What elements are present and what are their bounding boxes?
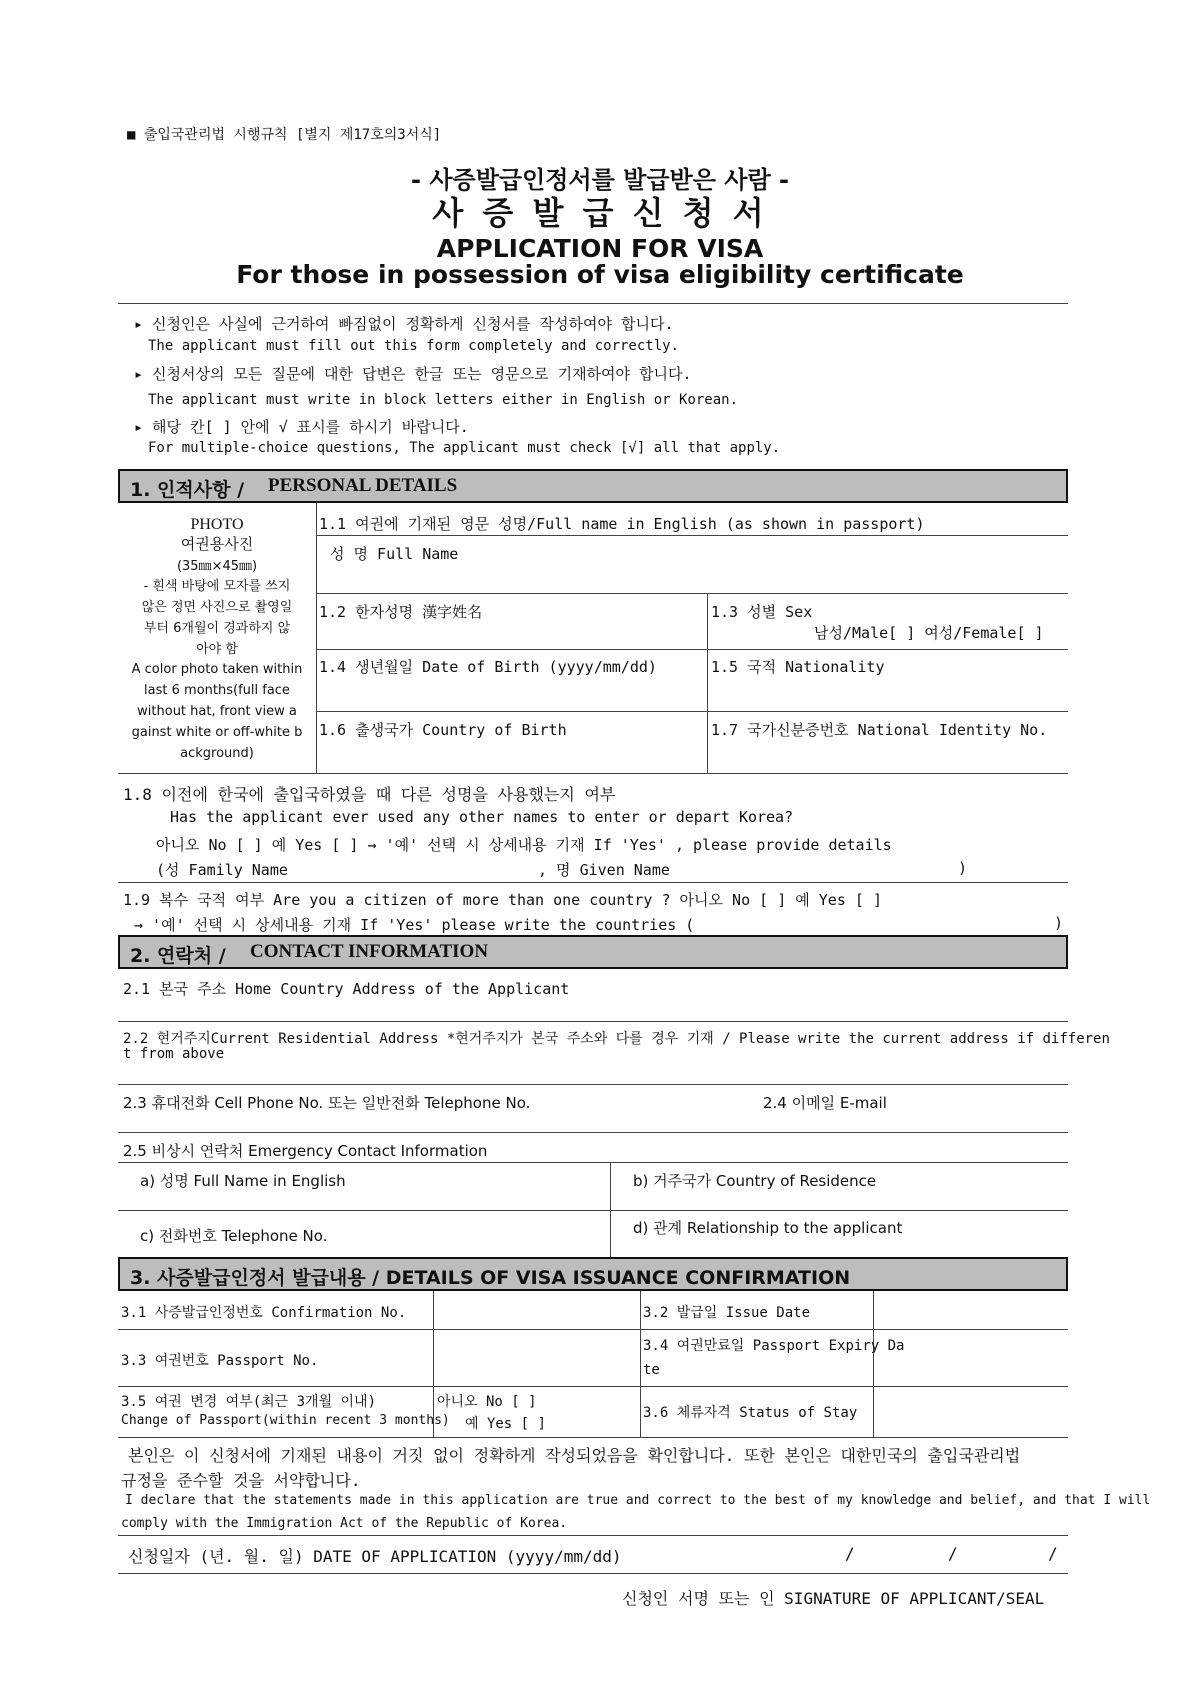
declaration-en-1: I declare that the statements made in this application are true and correct to the best of my knowledge and belief, and that I will xyxy=(125,1493,1151,1508)
photo-label: PHOTO xyxy=(190,516,244,533)
field-1-1-label: 1.1 여권에 기재된 영문 성명/Full name in English (as shown in passport) xyxy=(319,515,925,533)
field-1-4-label: 1.4 생년월일 Date of Birth (yyyy/mm/dd) xyxy=(319,658,657,676)
field-3-3-label: 3.3 여권번호 Passport No. xyxy=(121,1353,319,1369)
field-1-9-label[interactable]: 1.9 복수 국적 여부 Are you a citizen of more than one country ? 아니오 No [ ] 예 Yes [ ] xyxy=(123,891,882,909)
grid-line xyxy=(118,1437,1068,1438)
grid-line xyxy=(118,1535,1068,1536)
photo-note-5: A color photo taken within xyxy=(131,662,303,677)
grid-line xyxy=(316,649,1068,650)
grid-line xyxy=(118,1573,1068,1574)
field-2-5b-label: b) 거주국가 Country of Residence xyxy=(633,1172,877,1190)
other-family-name-label: (성 Family Name xyxy=(156,861,288,879)
grid-line xyxy=(118,1329,1068,1330)
instruction-1-en: The applicant must fill out this form completely and correctly. xyxy=(148,338,680,354)
field-2-2-label-cont: t from above xyxy=(123,1046,225,1062)
grid-line xyxy=(118,1084,1068,1085)
field-3-2-label: 3.2 발급일 Issue Date xyxy=(643,1305,811,1321)
sex-options[interactable]: 남성/Male[ ] 여성/Female[ ] xyxy=(814,624,1044,642)
instruction-3-en: For multiple-choice questions, The applicant must check [√] all that apply. xyxy=(148,440,781,456)
field-3-5-label: 3.5 여권 변경 여부(최근 3개월 이내) xyxy=(121,1394,377,1410)
date-slash-1: / xyxy=(845,1544,855,1563)
declaration-ko-2: 규정을 준수할 것을 서약합니다. xyxy=(121,1471,361,1490)
field-2-5d-label: d) 관계 Relationship to the applicant xyxy=(633,1219,903,1237)
section-2-title-ko: 2. 연락처 / xyxy=(130,945,226,967)
grid-line xyxy=(316,535,1068,536)
field-1-2-label: 1.2 한자성명 漢字姓名 xyxy=(319,603,483,621)
instruction-3-ko: ▸ 해당 칸[ ] 안에 √ 표시를 하시기 바랍니다. xyxy=(134,418,469,436)
other-names-close: ) xyxy=(958,859,968,877)
field-1-9-countries: → '예' 선택 시 상세내용 기재 If 'Yes' please write the countries ( xyxy=(134,916,695,934)
grid-line xyxy=(118,1386,1068,1387)
photo-label-ko: 여권용사진 xyxy=(180,535,254,553)
application-date-label: 신청일자 (년. 월. 일) DATE OF APPLICATION (yyyy/mm/dd) xyxy=(128,1547,622,1566)
date-slash-3: / xyxy=(1048,1544,1058,1563)
full-name-input[interactable] xyxy=(318,566,1066,591)
grid-line xyxy=(118,773,1068,774)
field-2-5a-label: a) 성명 Full Name in English xyxy=(140,1172,346,1190)
grid-line xyxy=(118,1210,1068,1211)
grid-line xyxy=(707,593,708,773)
section-2-title-en: CONTACT INFORMATION xyxy=(250,941,489,962)
section-1-title-ko: 1. 인적사항 / xyxy=(130,479,245,501)
section-3-header xyxy=(118,1257,1068,1291)
field-2-2-label: 2.2 현거주지Current Residential Address *현거주지가 본국 주소와 다를 경우 기재 / Please write the current address if differen xyxy=(123,1031,1110,1047)
grid-line xyxy=(118,882,1068,883)
header-divider xyxy=(118,303,1068,304)
grid-line xyxy=(316,711,1068,712)
title-korean: 사 증 발 급 신 청 서 xyxy=(432,194,768,232)
subtitle-korean: - 사증발급인정서를 발급받은 사람 - xyxy=(411,166,789,194)
section-2-header xyxy=(118,935,1068,969)
subtitle-english: For those in possession of visa eligibility certificate xyxy=(236,260,964,289)
photo-size: (35㎜×45㎜) xyxy=(176,559,258,574)
declaration-en-2: comply with the Immigration Act of the Republic of Korea. xyxy=(121,1516,568,1531)
date-slash-2: / xyxy=(948,1544,958,1563)
photo-note-2: 않은 정면 사진으로 촬영일 xyxy=(141,600,293,615)
field-1-8-label: 1.8 이전에 한국에 출입국하였을 때 다른 성명을 사용했는지 여부 xyxy=(123,785,616,804)
grid-line xyxy=(118,1162,1068,1163)
other-given-name-label: , 명 Given Name xyxy=(538,861,670,879)
declaration-ko-1: 본인은 이 신청서에 기재된 내용이 거짓 없이 정확하게 작성되었음을 확인합니다. 또한 본인은 대한민국의 출입국관리법 xyxy=(128,1446,1021,1465)
field-1-6-label: 1.6 출생국가 Country of Birth xyxy=(319,721,567,739)
regulation-reference: ■ 출입국관리법 시행규칙 [별지 제17호의3서식] xyxy=(127,127,442,143)
photo-note-3: 부터 6개월이 경과하지 않 xyxy=(143,621,291,636)
field-2-3-label: 2.3 휴대전화 Cell Phone No. 또는 일반전화 Telephone No. xyxy=(123,1094,531,1112)
grid-line xyxy=(873,1291,874,1437)
grid-line xyxy=(118,1021,1068,1022)
grid-line xyxy=(316,503,317,773)
section-1-header xyxy=(118,469,1068,503)
section-1-title-en: PERSONAL DETAILS xyxy=(268,475,458,496)
field-2-4-label: 2.4 이메일 E-mail xyxy=(763,1094,887,1112)
field-full-name-label: 성 명 Full Name xyxy=(330,545,459,563)
photo-note-1: - 흰색 바탕에 모자를 쓰지 xyxy=(143,579,291,594)
field-3-4-label-cont: te xyxy=(643,1362,660,1378)
field-3-5-label-en: Change of Passport(within recent 3 months) xyxy=(121,1413,450,1428)
photo-note-4: 아야 함 xyxy=(196,642,238,657)
other-names-options[interactable]: 아니오 No [ ] 예 Yes [ ] → '예' 선택 시 상세내용 기재 If 'Yes' , please provide details xyxy=(156,836,892,854)
field-1-3-label: 1.3 성별 Sex xyxy=(711,603,813,621)
photo-note-7: without hat, front view a xyxy=(137,704,297,719)
field-1-5-label: 1.5 국적 Nationality xyxy=(711,658,885,676)
section-3-title: 3. 사증발급인정서 발급내용 / DETAILS OF VISA ISSUANCE CONFIRMATION xyxy=(130,1267,851,1289)
field-3-6-label: 3.6 체류자격 Status of Stay xyxy=(643,1405,858,1421)
photo-note-8: gainst white or off-white b xyxy=(131,725,303,740)
grid-line xyxy=(316,593,1068,594)
passport-change-yes[interactable]: 예 Yes [ ] xyxy=(465,1416,546,1432)
field-1-7-label: 1.7 국가신분증번호 National Identity No. xyxy=(711,721,1048,739)
photo-note-9: ackground) xyxy=(180,746,254,761)
title-english: APPLICATION FOR VISA xyxy=(436,234,764,263)
countries-close: ) xyxy=(1054,914,1064,932)
field-2-1-label: 2.1 본국 주소 Home Country Address of the Applicant xyxy=(123,980,570,998)
passport-change-no[interactable]: 아니오 No [ ] xyxy=(437,1394,537,1410)
field-1-8-question: Has the applicant ever used any other names to enter or depart Korea? xyxy=(170,808,794,826)
field-3-4-label: 3.4 여권만료일 Passport Expiry Da xyxy=(643,1338,905,1354)
signature-label[interactable]: 신청인 서명 또는 인 SIGNATURE OF APPLICANT/SEAL xyxy=(622,1589,1045,1608)
instruction-1-ko: ▸ 신청인은 사실에 근거하여 빠짐없이 정확하게 신청서를 작성하여야 합니다. xyxy=(134,315,674,333)
grid-line xyxy=(640,1291,641,1437)
field-2-5-label: 2.5 비상시 연락처 Emergency Contact Information xyxy=(123,1142,488,1160)
instruction-2-ko: ▸ 신청서상의 모든 질문에 대한 답변은 한글 또는 영문으로 기재하여야 합니다. xyxy=(134,365,692,383)
photo-note-6: last 6 months(full face xyxy=(144,683,290,698)
instruction-2-en: The applicant must write in block letters either in English or Korean. xyxy=(148,392,739,408)
grid-line xyxy=(118,1132,1068,1133)
field-2-5c-label: c) 전화번호 Telephone No. xyxy=(140,1227,328,1245)
field-3-1-label: 3.1 사증발급인정번호 Confirmation No. xyxy=(121,1305,407,1321)
